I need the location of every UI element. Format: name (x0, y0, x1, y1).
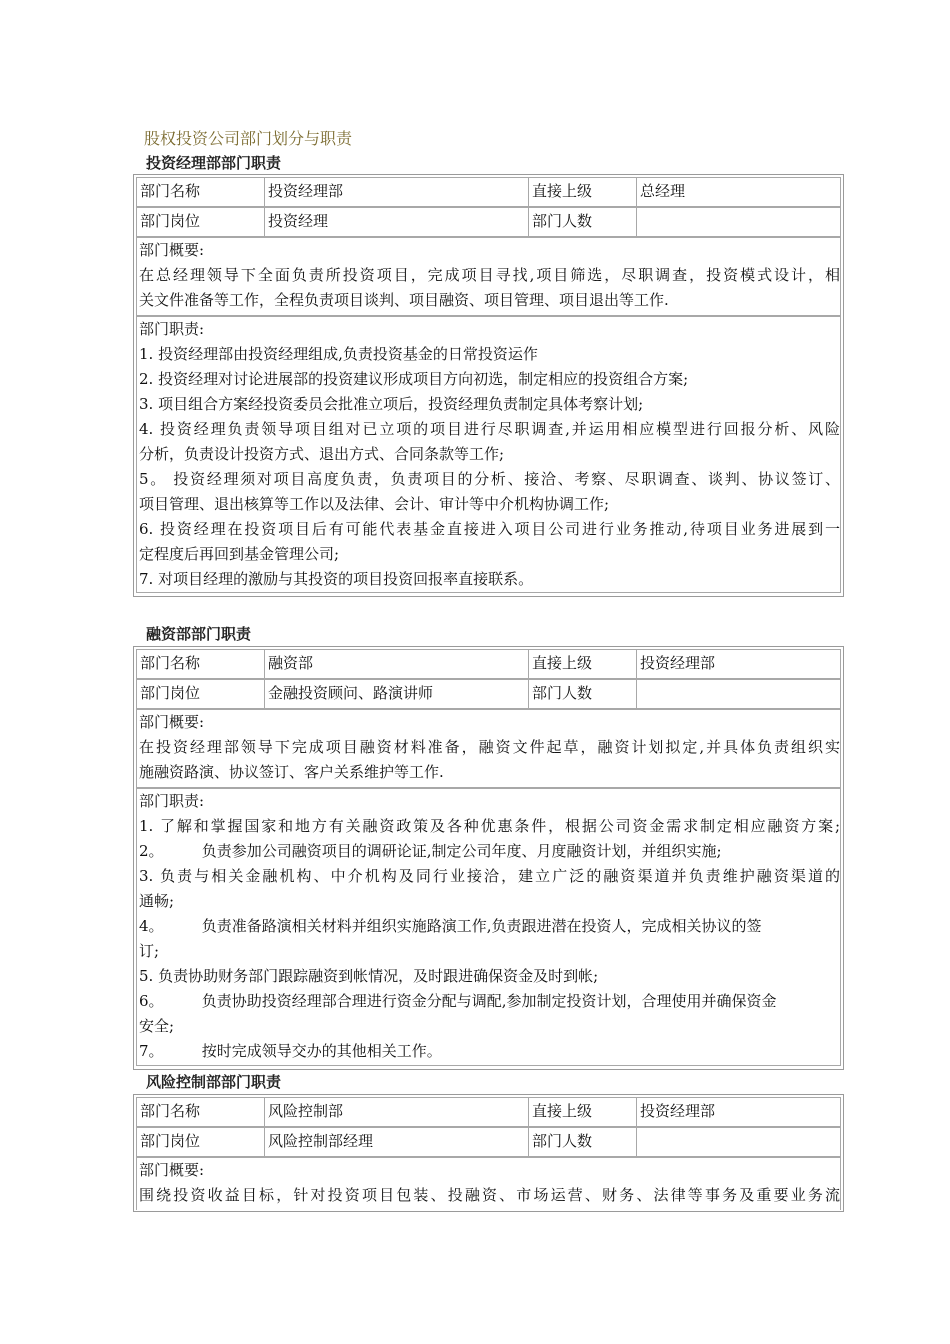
duties-block (136, 316, 841, 593)
headcount-label: 部门人数 (529, 1128, 637, 1156)
supervisor-label: 直接上级 (529, 1098, 637, 1126)
section-table-investment (133, 174, 844, 597)
overview-line: 施融资路演、协议签订、客户关系维护等工作. (139, 763, 444, 781)
overview-label: 部门概要: (139, 1161, 205, 1179)
supervisor-label: 直接上级 (529, 650, 637, 678)
dept-post-label: 部门岗位 (137, 680, 265, 708)
duty-line: 4。 负责准备路演相关材料并组织实施路演工作,负责跟进潜在投资人，完成相关协议的签 (139, 917, 762, 935)
overview-block (136, 237, 841, 316)
overview-line: 在总经理领导下全面负责所投资项目，完成项目寻找,项目筛选，尽职调查，投资模式设计，相 (139, 266, 840, 284)
table-row (136, 649, 841, 679)
duty-line: 通畅; (139, 892, 175, 910)
overview-line: 在投资经理部领导下完成项目融资材料准备，融资文件起草，融资计划拟定,并具体负责组织实 (139, 738, 840, 756)
table-row (136, 1097, 841, 1127)
duty-line: 1. 了解和掌握国家和地方有关融资政策及各种优惠条件，根据公司资金需求制定相应融资方案; (139, 817, 840, 835)
duties-label: 部门职责: (139, 792, 205, 810)
headcount-value (637, 680, 840, 708)
duty-line: 定程度后再回到基金管理公司; (139, 545, 340, 563)
section-heading-financing: 融资部部门职责 (146, 625, 252, 643)
dept-name-label: 部门名称 (137, 1098, 265, 1126)
duty-line: 安全; (139, 1017, 175, 1035)
duty-line: 5。 投资经理须对项目高度负责，负责项目的分析、接洽、考察、尽职调查、谈判、协议签订、 (139, 470, 840, 488)
section-heading-investment: 投资经理部部门职责 (146, 154, 282, 172)
section-table-financing (133, 646, 844, 1070)
dept-post-value: 风险控制部经理 (265, 1128, 529, 1156)
overview-block (136, 709, 841, 788)
duties-label: 部门职责: (139, 320, 205, 338)
table-row (136, 679, 841, 709)
section-table-risk-control (133, 1094, 844, 1212)
duty-line: 4. 投资经理负责领导项目组对已立项的项目进行尽职调查,并运用相应模型进行回报分析、风险 (139, 420, 840, 438)
duty-line: 3. 项目组合方案经投资委员会批准立项后，投资经理负责制定具体考察计划; (139, 395, 644, 413)
table-row (136, 177, 841, 207)
dept-post-value: 金融投资顾问、路演讲师 (265, 680, 529, 708)
supervisor-value: 投资经理部 (640, 1102, 716, 1120)
overview-line: 围绕投资收益目标，针对投资项目包装、投融资、市场运营、财务、法律等事务及重要业务流 (139, 1186, 840, 1204)
section-heading-risk-control: 风险控制部部门职责 (146, 1073, 282, 1091)
headcount-value (637, 1128, 840, 1156)
table-row (136, 1127, 841, 1157)
overview-label: 部门概要: (139, 241, 205, 259)
dept-post-label: 部门岗位 (137, 208, 265, 236)
headcount-label: 部门人数 (529, 208, 637, 236)
duty-line: 6。 负责协助投资经理部合理进行资金分配与调配,参加制定投资计划，合理使用并确保资金 (139, 992, 777, 1010)
supervisor-label: 直接上级 (529, 178, 637, 206)
duty-line: 5. 负责协助财务部门跟踪融资到帐情况，及时跟进确保资金及时到帐; (139, 967, 599, 985)
duty-line: 分析，负责设计投资方式、退出方式、合同条款等工作; (139, 445, 505, 463)
dept-name-value: 融资部 (265, 650, 529, 678)
dept-name-value: 投资经理部 (265, 178, 529, 206)
overview-label: 部门概要: (139, 713, 205, 731)
supervisor-value: 总经理 (640, 182, 686, 200)
duty-line: 7. 对项目经理的激励与其投资的项目投资回报率直接联系。 (139, 570, 534, 588)
supervisor-value: 投资经理部 (640, 654, 716, 672)
dept-post-label: 部门岗位 (137, 1128, 265, 1156)
dept-name-label: 部门名称 (137, 650, 265, 678)
overview-block (136, 1157, 841, 1210)
headcount-label: 部门人数 (529, 680, 637, 708)
duty-line: 6. 投资经理在投资项目后有可能代表基金直接进入项目公司进行业务推动,待项目业务进展到一 (139, 520, 840, 538)
duty-line: 3. 负责与相关金融机构、中介机构及同行业接洽，建立广泛的融资渠道并负责维护融资渠道的 (139, 867, 840, 885)
duty-line: 1. 投资经理部由投资经理组成,负责投资基金的日常投资运作 (139, 345, 538, 363)
duty-line: 订; (139, 942, 160, 960)
duty-line: 2. 投资经理对讨论进展部的投资建议形成项目方向初选，制定相应的投资组合方案; (139, 370, 689, 388)
duty-line: 7。 按时完成领导交办的其他相关工作。 (139, 1042, 442, 1060)
duty-line: 2。 负责参加公司融资项目的调研论证,制定公司年度、月度融资计划，并组织实施; (139, 842, 722, 860)
page-title: 股权投资公司部门划分与职责 (144, 129, 353, 148)
dept-name-label: 部门名称 (137, 178, 265, 206)
headcount-value (637, 208, 840, 236)
dept-post-value: 投资经理 (265, 208, 529, 236)
table-row (136, 207, 841, 237)
dept-name-value: 风险控制部 (265, 1098, 529, 1126)
duties-block (136, 788, 841, 1066)
overview-line: 关文件准备等工作，全程负责项目谈判、项目融资、项目管理、项目退出等工作. (139, 291, 669, 309)
duty-line: 项目管理、退出核算等工作以及法律、会计、审计等中介机构协调工作; (139, 495, 610, 513)
